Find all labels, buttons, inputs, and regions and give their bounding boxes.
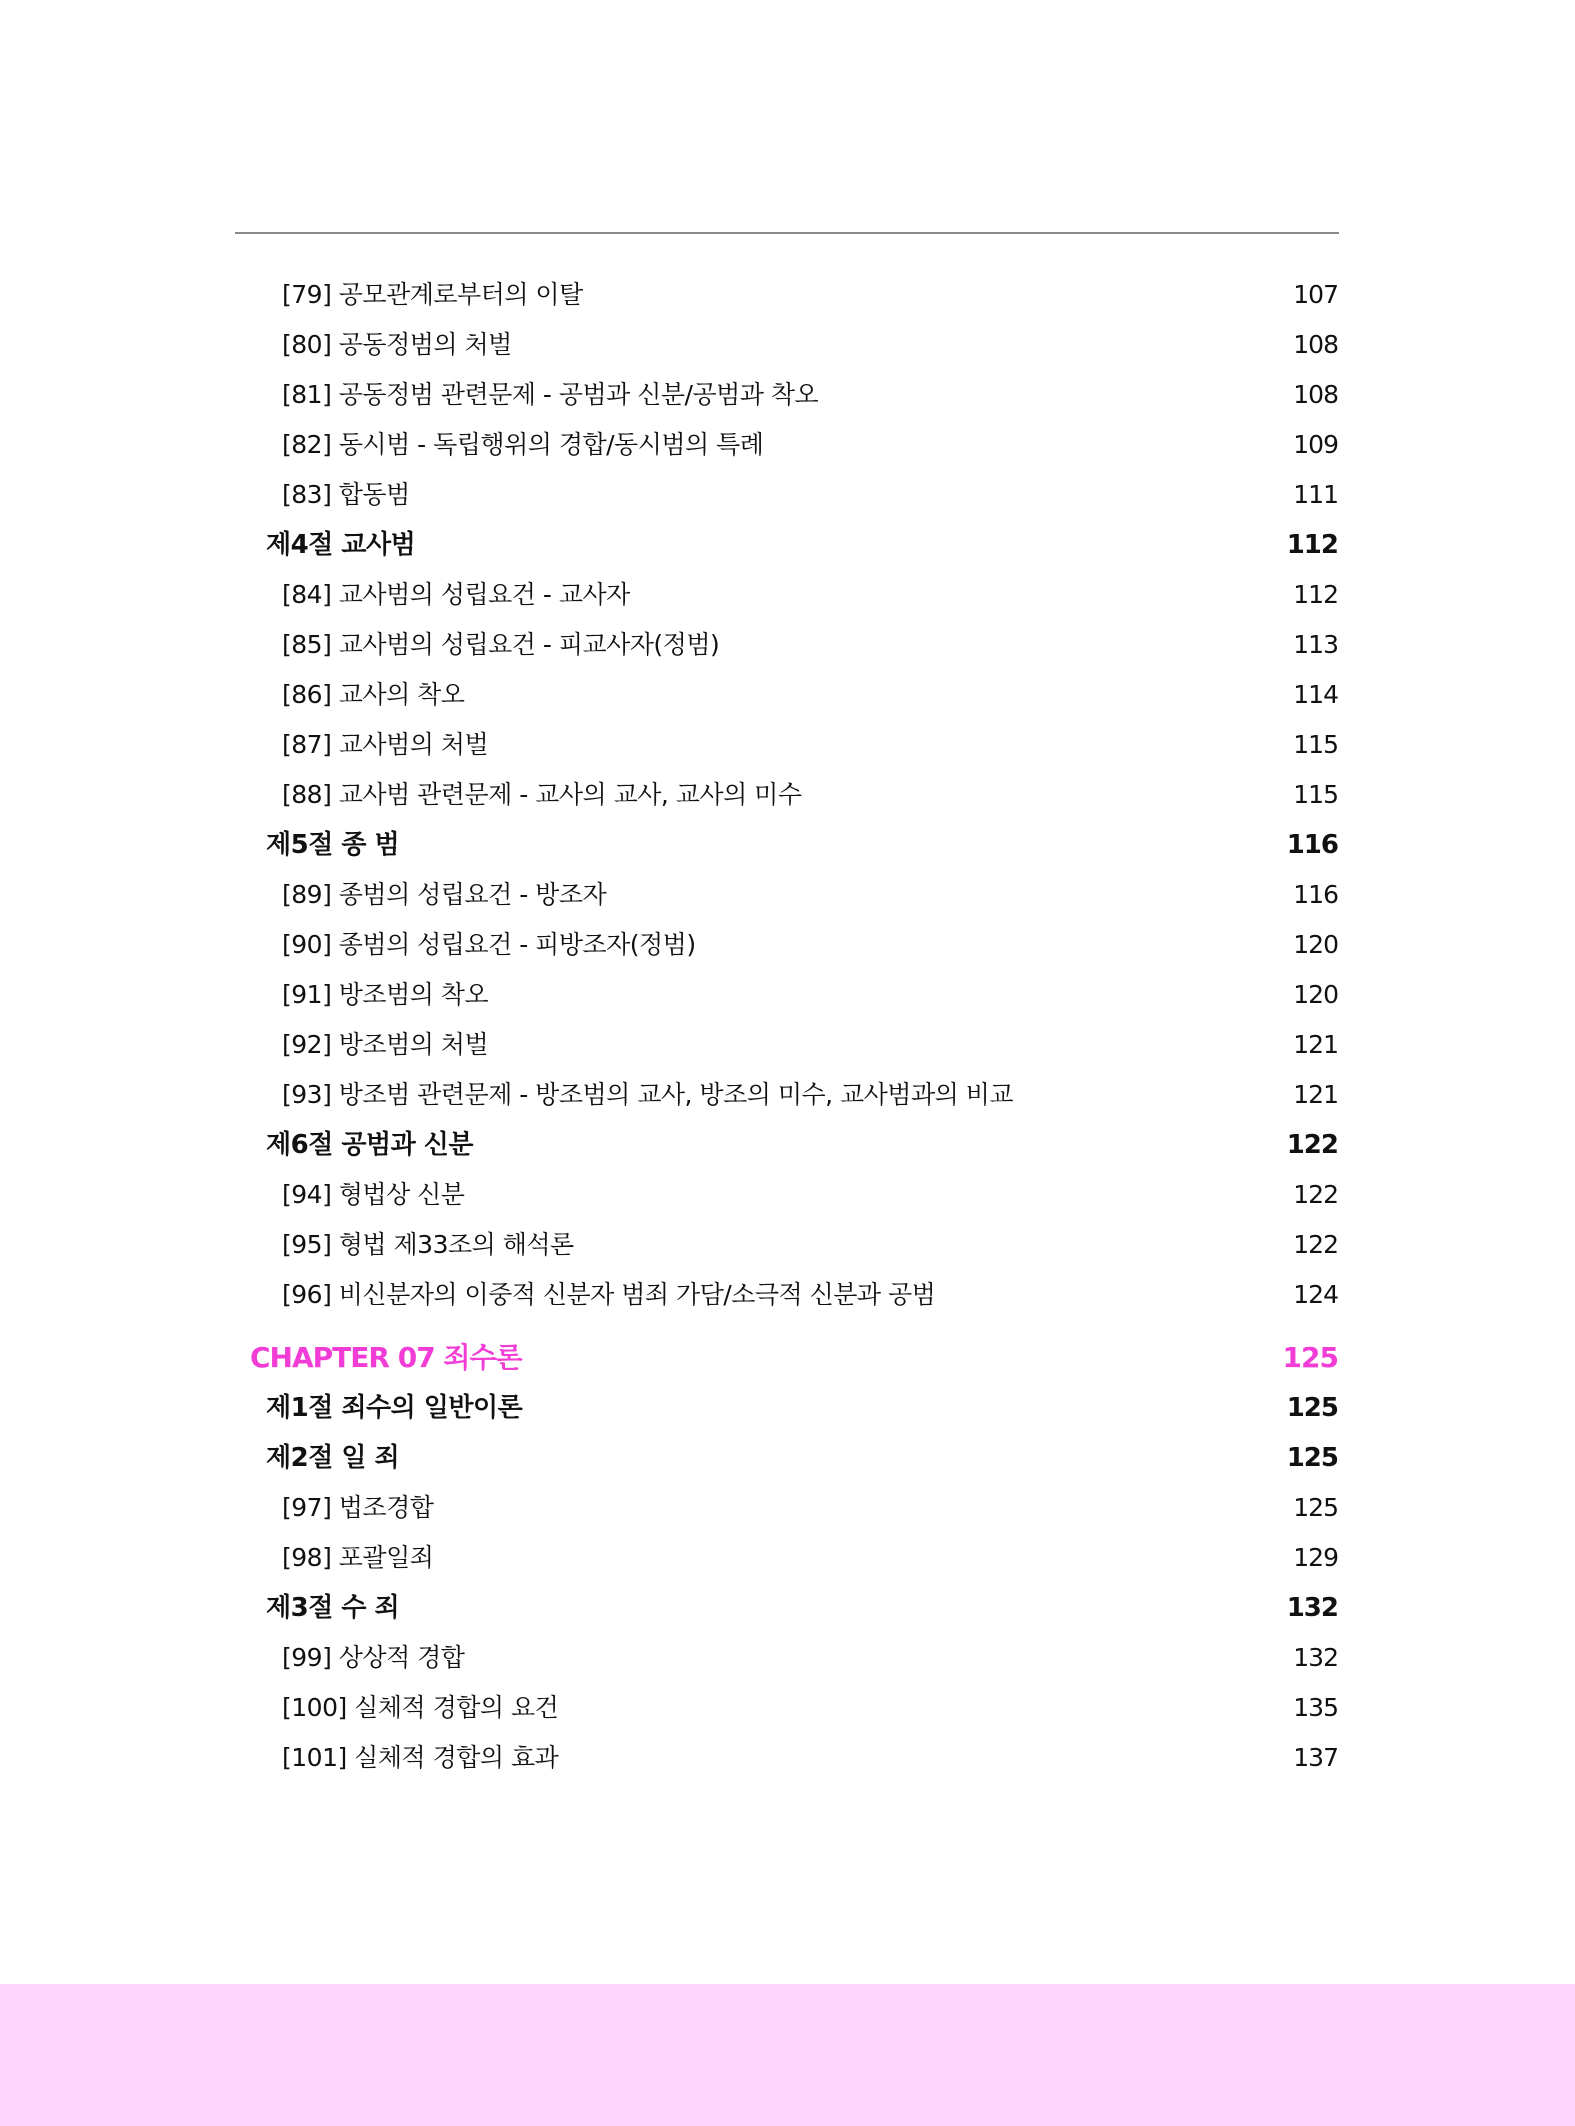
toc-item-row[interactable] (0, 270, 1575, 320)
toc-page-number: 129 (1293, 1543, 1338, 1572)
toc-section-title: 제3절 수 죄 (266, 1593, 400, 1623)
toc-page-number: 112 (1293, 580, 1338, 609)
toc-section-title: 제5절 종 범 (266, 830, 400, 860)
toc-chapter-row[interactable] (0, 1333, 1575, 1383)
toc-page-number: 125 (1282, 1341, 1338, 1374)
toc-item-title: [97] 법조경합 (282, 1493, 434, 1522)
toc-page-number: 115 (1293, 730, 1338, 759)
toc-item-row[interactable] (0, 620, 1575, 670)
toc-page-number: 124 (1293, 1280, 1338, 1309)
toc-item-row[interactable] (0, 1220, 1575, 1270)
toc-item-row[interactable] (0, 920, 1575, 970)
toc-page-number: 108 (1293, 330, 1338, 359)
toc-item-row[interactable] (0, 1683, 1575, 1733)
toc-item-title: [95] 형법 제33조의 해석론 (282, 1230, 574, 1259)
toc-section-title: 제2절 일 죄 (266, 1443, 400, 1473)
toc-item-title: [92] 방조범의 처벌 (282, 1030, 489, 1059)
toc-page-number: 120 (1293, 930, 1338, 959)
toc-page-number: 132 (1293, 1643, 1338, 1672)
toc-item-row[interactable] (0, 1270, 1575, 1320)
toc-page-number: 121 (1293, 1030, 1338, 1059)
toc-item-title: [84] 교사범의 성립요건 - 교사자 (282, 580, 630, 609)
toc-item-row[interactable] (0, 1733, 1575, 1783)
toc-page-number: 125 (1286, 1443, 1338, 1473)
toc-item-title: [98] 포괄일죄 (282, 1543, 434, 1572)
toc-page-number: 107 (1293, 280, 1338, 309)
toc-item-title: [85] 교사범의 성립요건 - 피교사자(정범) (282, 630, 720, 659)
toc-section-row[interactable] (0, 1433, 1575, 1483)
toc-item-title: [89] 종범의 성립요건 - 방조자 (282, 880, 607, 909)
toc-item-title: [94] 형법상 신분 (282, 1180, 465, 1209)
toc-section-row[interactable] (0, 1120, 1575, 1170)
toc-page-number: 132 (1286, 1593, 1338, 1623)
toc-page-number: 111 (1293, 480, 1338, 509)
toc-section-title: 제4절 교사범 (266, 530, 416, 560)
toc-item-title: [87] 교사범의 처벌 (282, 730, 489, 759)
toc-page-number: 122 (1293, 1230, 1338, 1259)
toc-item-title: [93] 방조범 관련문제 - 방조범의 교사, 방조의 미수, 교사범과의 비교 (282, 1080, 1014, 1109)
toc-item-row[interactable] (0, 570, 1575, 620)
toc-item-title: [80] 공동정범의 처벌 (282, 330, 512, 359)
toc-item-row[interactable] (0, 1483, 1575, 1533)
toc-page-number: 135 (1293, 1693, 1338, 1722)
toc-page-number: 114 (1293, 680, 1338, 709)
toc-page-number: 112 (1286, 530, 1338, 560)
toc-item-row[interactable] (0, 370, 1575, 420)
toc-section-row[interactable] (0, 520, 1575, 570)
toc-page-number: 121 (1293, 1080, 1338, 1109)
toc-page-number: 137 (1293, 1743, 1338, 1772)
toc-page-number: 116 (1286, 830, 1338, 860)
toc-item-title: [101] 실체적 경합의 효과 (282, 1743, 559, 1772)
toc-item-row[interactable] (0, 320, 1575, 370)
toc-item-row[interactable] (0, 970, 1575, 1020)
toc-item-title: [88] 교사범 관련문제 - 교사의 교사, 교사의 미수 (282, 780, 802, 809)
toc-page-number: 122 (1286, 1130, 1338, 1160)
toc-page-number: 125 (1293, 1493, 1338, 1522)
toc-page-number: 109 (1293, 430, 1338, 459)
toc-item-row[interactable] (0, 420, 1575, 470)
toc-item-title: [79] 공모관계로부터의 이탈 (282, 280, 583, 309)
toc-page-number: 108 (1293, 380, 1338, 409)
toc-page-number: 120 (1293, 980, 1338, 1009)
toc-chapter-title: CHAPTER 07 죄수론 (250, 1341, 522, 1374)
toc-item-row[interactable] (0, 670, 1575, 720)
toc-item-row[interactable] (0, 1020, 1575, 1070)
toc-section-title: 제6절 공범과 신분 (266, 1130, 474, 1160)
toc-page-number: 115 (1293, 780, 1338, 809)
toc-item-row[interactable] (0, 720, 1575, 770)
toc-item-row[interactable] (0, 1070, 1575, 1120)
toc-item-title: [91] 방조범의 착오 (282, 980, 489, 1009)
toc-section-row[interactable] (0, 820, 1575, 870)
toc-item-title: [82] 동시범 - 독립행위의 경합/동시범의 특례 (282, 430, 764, 459)
toc-item-title: [96] 비신분자의 이중적 신분자 범죄 가담/소극적 신분과 공범 (282, 1280, 936, 1309)
toc-item-row[interactable] (0, 870, 1575, 920)
toc-item-row[interactable] (0, 1533, 1575, 1583)
toc-item-title: [83] 합동범 (282, 480, 410, 509)
toc-section-title: 제1절 죄수의 일반이론 (266, 1393, 523, 1423)
toc-page-number: 113 (1293, 630, 1338, 659)
toc-section-row[interactable] (0, 1583, 1575, 1633)
toc-page-number: 125 (1286, 1393, 1338, 1423)
toc-item-title: [81] 공동정범 관련문제 - 공범과 신분/공범과 착오 (282, 380, 819, 409)
footer-band (0, 1984, 1575, 2126)
toc-section-row[interactable] (0, 1383, 1575, 1433)
toc-item-row[interactable] (0, 1633, 1575, 1683)
toc-item-title: [86] 교사의 착오 (282, 680, 465, 709)
toc-item-row[interactable] (0, 470, 1575, 520)
toc-item-title: [90] 종범의 성립요건 - 피방조자(정범) (282, 930, 696, 959)
toc-page-number: 116 (1293, 880, 1338, 909)
toc-item-title: [100] 실체적 경합의 요건 (282, 1693, 559, 1722)
toc-item-title: [99] 상상적 경합 (282, 1643, 465, 1672)
toc-item-row[interactable] (0, 770, 1575, 820)
toc-item-row[interactable] (0, 1170, 1575, 1220)
toc-page-number: 122 (1293, 1180, 1338, 1209)
